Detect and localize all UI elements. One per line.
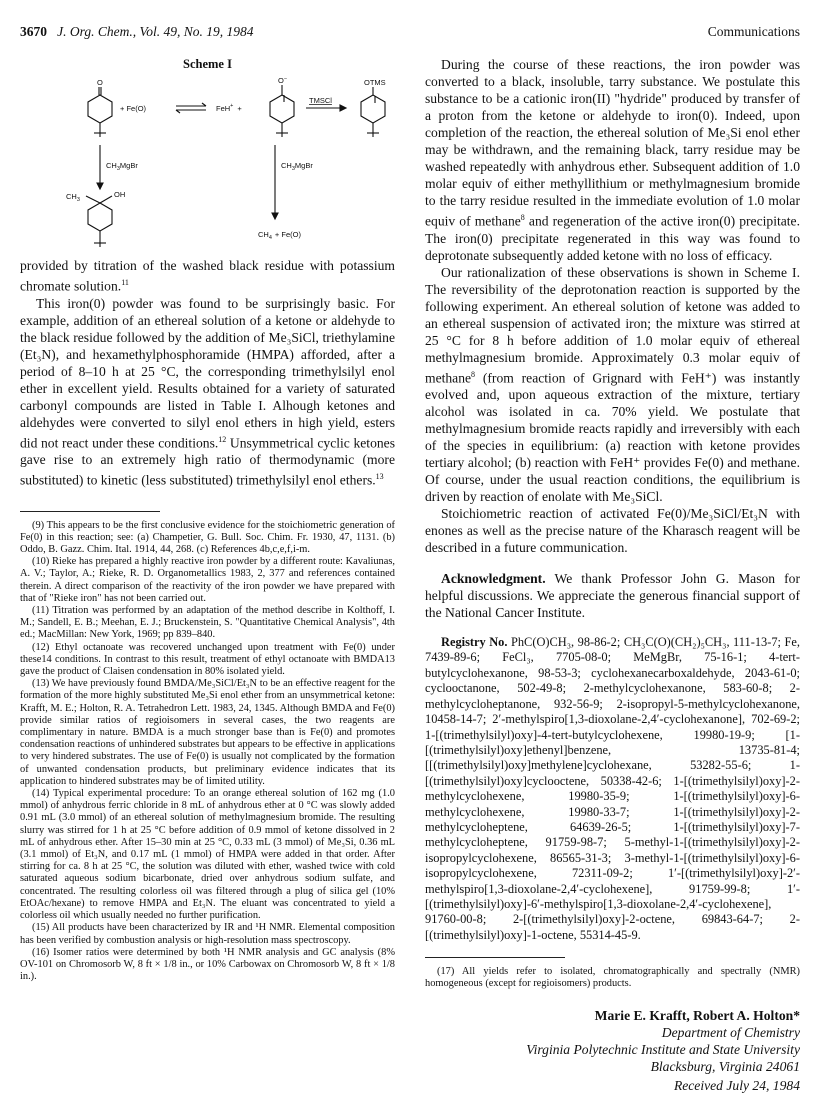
section-name: Communications	[707, 24, 800, 39]
scheme-diagram	[20, 75, 395, 253]
right-paragraph-1: During the course of these reactions, the iron powder was converted to a black, insoluble, tarry substance. We postulate this substance to be a cationic iron(II) "hydride" produced by transfer of a proton from the ketone or aldehyde to iron(0). Indeed, upon completion of the reaction, the ethereal solution of Me₃Si enol ether may be withdrawn, and the remaining black, tarry residue may be washed repeatedly with anhydrous ether. Subsequent addition of 1.0 molar equiv of either methyllithium or methylmagnesium bromide to the tarry residue resulted in the immediate evolution of 1.0 molar equiv of methane$^8$ and regeneration of the active iron(0) precipitate. The iron(0) precipitate regenerated in this way was found to deprotonate subsequently added ketone with no loss of efficacy.	[425, 57, 800, 263]
oh-label: OH	[114, 190, 126, 199]
footnote-12: (12) Ethyl octanoate was recovered unchanged upon treatment with Fe(0) under these14 conditions. In contrast to this result, treatment of ethyl octanoate with BMDA13 gave the product of Claisen condensation in 80% isolated yield.	[20, 641, 395, 678]
tmscl-label: TMSCl	[309, 96, 332, 105]
right-paragraph-3: Stoichiometric reaction of activated Fe(0)/Me₃SiCl/Et₃N with enones as well as the precise nature of the Kharasch reagent will be described in a future communication.	[425, 506, 800, 556]
footnote-14: (14) Typical experimental procedure: To an orange ethereal solution of 162 mg (1.0 mmol) of anhydrous ferric chloride in 8 mL of anhydrous ether at 0 °C was slowly added 0.91 mL (3.0 mmol) of an ethereal solution of methylmagnesium bromide. The resulting slurry was stirred for 1 h at 25 °C before addition of 0.9 mmol of ketone dissolved in 2 mL of anhydrous ether. After 15–30 min at 25 °C, 0.33 mL (3 mmol) of Me₃Si, 0.36 mL (3.1 mmol) of Et₃N, and 0.17 mL (1 mmol) of HMPA were added in that order. After stirring for ca. 8 h at 25 °C, the solution was diluted with ether, washed twice with cold saturated aqueous sodium bicarbonate, dried over anhydrous sodium sulfate, and concentrated. The resulting colorless oil was filtered through a plug of silica gel (10% EtOAc/hexane) to remove HMPA and Et₃N. The eluant was concentrated to yield a colorless oil which usually needed no further purification.	[20, 788, 395, 922]
registry-numbers: Registry No. PhC(O)CH₃, 98-86-2; CH₃C(O)(CH₂)₅CH₃, 111-13-7; Fe, 7439-89-6; FeCl₃, 7705-08-0; MeMgBr, 75-16-1; 4-tert-butylcyclohexanone, 98-53-3; cyclohexanecarboxaldehyde, 2043-61-0; cyclooctanone, 502-49-8; 2-methylcyclohexanone, 583-60-8; 2-methylcycloheptanone, 932-56-9; 2-isopropyl-5-methylcyclohexanone, 10458-14-7; 2′-methylspiro[1,3-dioxolane-2,4′-cyclohexanone], 702-69-2; 1-[(trimethylsilyl)oxy]-4-tert-butylcyclohexene, 19980-19-9; [1-[(trimethylsilyl)oxy]ethenyl]benzene, 13735-81-4; [[(trimethylsilyl)oxy]methylene]cyclohexane, 53282-55-6; 1-[(trimethylsilyl)oxy]cyclooctene, 50338-42-6; 1-[(trimethylsilyl)oxy]-2-methylcyclohexene, 19980-35-9; 1-[(trimethylsilyl)oxy]-6-methylcyclohexene, 19980-33-7; 1-[(trimethylsilyl)oxy]-2-methylcycloheptene, 64639-26-5; 1-[(trimethylsilyl)oxy]-7-methylcycloheptene, 91759-98-7; 5-methyl-1-[(trimethylsilyl)oxy]-2-isopropylcyclohexene, 86565-31-3; 3-methyl-1-[(trimethylsilyl)oxy]-6-isopropylcyclohexene, 72311-09-2; 1′-[(trimethylsilyl)oxy]-2′-methylspiro[1,3-dioxolane-2,4′-cyclohexene], 91759-99-8; 1′-[(trimethylsilyl)oxy]-6′-methylspiro[1,3-dioxolane-2,4′-cyclohexene], 91760-00-8; 2-[(trimethylsilyl)oxy]-2-octene, 69843-64-7; 2-[(trimethylsilyl)oxy]-1-octene, 55314-45-9.	[425, 635, 800, 942]
footnote-10: (10) Rieke has prepared a highly reactive iron powder by a different route: Kavaliunas, A. V.; Taylor, A.; Rieke, R. D. Organometallics 1983, 2, 377 and references contained therein. A direct comparison of the reactivity of the iron powder we have prepared with that of "Rieke iron" has not been carried out.	[20, 556, 395, 604]
ch4-fe-label: $CH_4 + Fe(O)$	[258, 230, 301, 241]
received-date: Received July 24, 1984	[673, 1077, 800, 1093]
ch3mgbr-left-label: $CH_3MgBr$	[106, 161, 138, 172]
left-paragraph-2: This iron(0) powder was found to be surprisingly basic. For example, addition of an ethereal solution of a ketone or aldehyde to the black residue followed by the addition of Me₃SiCl, triethylamine (Et₃N), and hexamethylphosphoramide (HMPA) afforded, after a period of 8–10 h at 25 °C, the corresponding trimethylsilyl enol ether in excellent yield. Results obtained for a variety of saturated carbonyl compounds are listed in Table I. Alhough ketones and aldehydes were converted to silyl enol ethers in high yield, esters did not react under these conditions.$^{12}$ Unsymmetrical cyclic ketones gave rise to an extremely high ratio of thermodynamic (more substituted) to kinetic (less substituted) trimethylsilyl enol ethers.$^{13}$	[20, 295, 395, 488]
right-paragraph-2: Our rationalization of these observations is shown in Scheme I. The reversibility of the deprotonation reaction is supported by the following experiment. An ethereal solution of ketone was added to an ethereal suspension of activated iron; the mixture was stirred at 25 °C for 8 h before addition of 1.0 molar equiv of ethereal methylmagnesium bromide. Approximately 0.3 molar equiv of methane$^8$ (from reaction of Grignard with FeH⁺) was instantly evolved and, upon aqueous extraction of the mixture, tertiary alcohol was isolated in ca. 70% yield. We postulate that methylmagnesium bromide reacts rapidly and irreversibly with each of the species in equilibrium: (a) reaction with ketone provides tertiary alcohol; (b) reaction with FeH⁺ provides Fe(0) and methane. Of course, under the usual reaction conditions, the equilibrium is driven by reaction of enolate with Me₃SiCl.	[425, 264, 800, 505]
footnote-rule	[20, 511, 160, 512]
footnote-11: (11) Titration was performed by an adaptation of the method describe in Kolthoff, I. M.; Sandell, E. B.; Meehan, E. J.; Bruckenstein, S. "Quantitative Chemical Analysis", 4th ed.; MacMillan: New York, 1969; pp 839–840.	[20, 605, 395, 641]
page-number: 3670	[20, 24, 47, 39]
footnote-9: (9) This appears to be the first conclusive evidence for the stoichiometric generation of Fe(0) in this reaction; see: (a) Champetier, G. Bull. Soc. Chim. Fr. 1930, 47, 1131. (b) Oddo, B. Gazz. Chim. Ital. 1914, 44, 268. (c) References 4b,c,e,f,i-m.	[20, 519, 395, 555]
affiliation-location: Blacksburg, Virginia 24061	[650, 1058, 800, 1074]
left-paragraph-1: provided by titration of the washed black residue with potassium chromate solution.$^{11}$	[20, 258, 395, 294]
scheme-title: Scheme I	[183, 57, 232, 71]
footnotes	[20, 520, 395, 984]
ketone-ring	[88, 95, 112, 123]
journal-citation: J. Org. Chem., Vol. 49, No. 19, 1984	[57, 24, 254, 39]
enolate-oxygen-label: O−	[278, 76, 288, 85]
fe0-reagent-label: + Fe(O)	[120, 104, 147, 113]
affiliation-institution: Virginia Polytechnic Institute and State University	[526, 1041, 800, 1057]
enolate-ring	[270, 95, 294, 123]
affiliation-department: Department of Chemistry	[661, 1024, 800, 1040]
authors: Marie E. Krafft, Robert A. Holton*	[594, 1007, 800, 1023]
left-column	[20, 56, 395, 983]
footnote-16: (16) Isomer ratios were determined by both ¹H NMR analysis and GC analysis (8% OV-101 on Chromosorb W, 8 ft × 1/8 in., or 10% Carbowax on Chromosorb W, 8 ft × 1/8 in.).	[20, 946, 395, 983]
ch3mgbr-right-label: $CH_3MgBr$	[281, 161, 313, 172]
acknowledgment: Acknowledgment. We thank Professor John G. Mason for helpful discussions. We appreciate the generous financial support of the National Cancer Institute.	[425, 571, 801, 621]
alcohol-ring	[88, 203, 112, 231]
footnote-17: (17) All yields refer to isolated, chromatographically and spectrally (NMR) homogeneous (except for regioisomers) products.	[425, 966, 800, 990]
feh-label: FeH+ +	[216, 103, 242, 113]
footnote-13: (13) We have previously found BMDA/Me₃SiCl/Et₃N to be an effective reagent for the formation of the more highly substituted Me₃Si enol ether from an unsymmetrical ketone: Krafft, M. E.; Holton, R. A. Tetrahedron Lett. 1983, 24, 1345. Although BMDA and Fe(0) provide similar ratios of regioisomers in several cases, the two reagents are complimentary in nature. BMDA is a much stronger base than is Fe(0) and promotes condensation reactions of unhindered substrates but appears to be effective in applications to very hindered substrates. The use of Fe(0) is usually not complicated by the formation of unwanted condensation products, but preliminary evidence indicates that its application to hindered substrates may be of limited utility.	[20, 678, 395, 787]
ketone-oxygen-label: O	[97, 78, 103, 87]
running-header	[20, 24, 800, 44]
right-column	[425, 56, 800, 1094]
silyl-enol-ether-ring	[361, 95, 385, 123]
ch3-label: $CH_3$	[66, 192, 80, 203]
right-footnote-rule	[425, 957, 565, 958]
otms-label: OTMS	[364, 78, 386, 87]
footnote-15: (15) All products have been characterized by IR and ¹H NMR. Elemental composition has been verified by combustion analysis or high-resolution mass spectroscopy.	[20, 922, 395, 946]
